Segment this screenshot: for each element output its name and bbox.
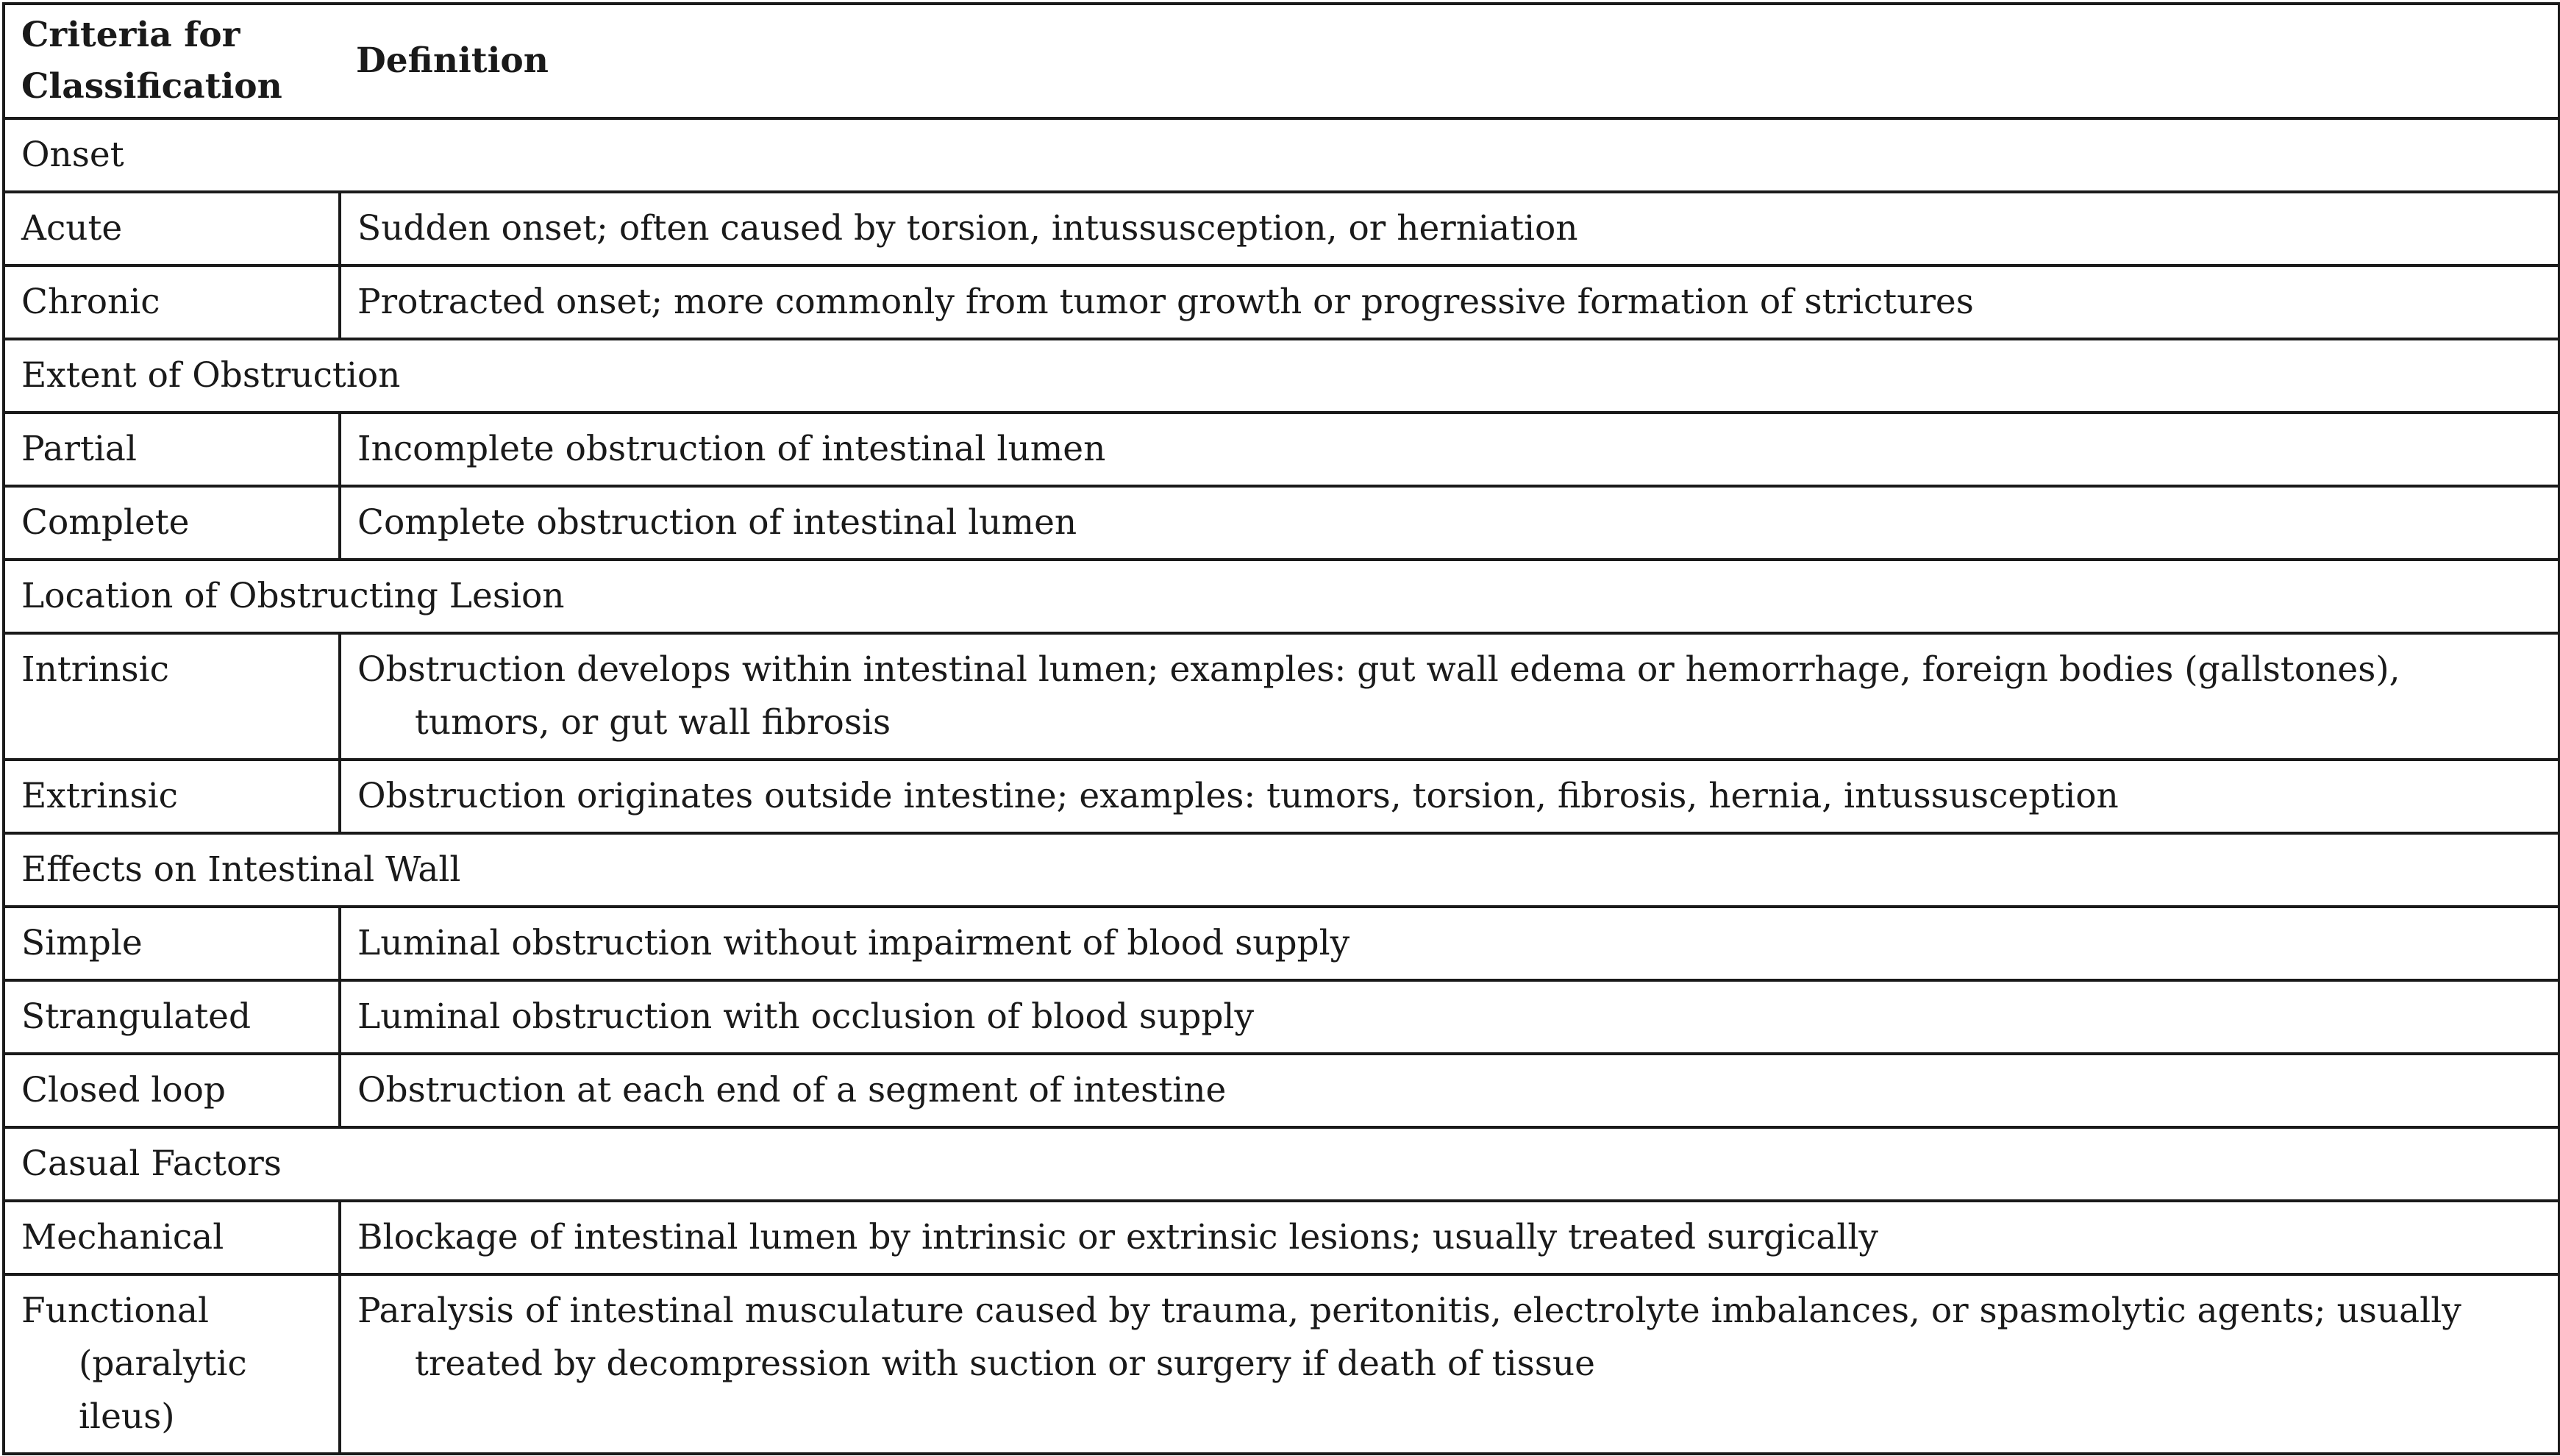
- table-row: [4, 1201, 2559, 1274]
- term-cell: Complete: [4, 486, 340, 560]
- definition-text: Blockage of intestinal lumen by intrinsic or extrinsic lesions; usually treated surgically: [357, 1217, 1878, 1257]
- term-cell: Closed loop: [4, 1054, 340, 1127]
- term-text: Functional (paralytic ileus): [21, 1291, 247, 1437]
- definition-cell: [340, 265, 2559, 339]
- table-row: [4, 265, 2559, 339]
- definition-cell: [340, 1274, 2559, 1454]
- table-row: [4, 413, 2559, 486]
- term-cell: Acute: [4, 192, 340, 265]
- section-row: [4, 118, 2559, 192]
- term-cell: Extrinsic: [4, 760, 340, 833]
- table-row: [4, 980, 2559, 1054]
- table-row: [4, 1054, 2559, 1127]
- definition-cell: [340, 486, 2559, 560]
- definition-cell: [340, 413, 2559, 486]
- definition-cell: [340, 760, 2559, 833]
- definition-text: Obstruction originates outside intestine; examples: tumors, torsion, fibrosis, hernia, intussusception: [357, 776, 2119, 816]
- term-cell: Chronic: [4, 265, 340, 339]
- section-title: Location of Obstructing Lesion: [4, 560, 2559, 633]
- definition-cell: [340, 980, 2559, 1054]
- definition-cell: [340, 907, 2559, 980]
- header-criteria: Criteria for Classification: [4, 4, 340, 118]
- definition-cell: [340, 633, 2559, 760]
- definition-text: Sudden onset; often caused by torsion, intussusception, or herniation: [357, 208, 1578, 249]
- term-cell: Simple: [4, 907, 340, 980]
- term-cell: Strangulated: [4, 980, 340, 1054]
- definition-text: Paralysis of intestinal musculature caused by trauma, peritonitis, electrolyte imbalances, or spasmolytic agents; usually treated by decompression with suction or surgery if death of tissue: [357, 1291, 2461, 1384]
- section-row: [4, 339, 2559, 413]
- classification-table: [2, 2, 2560, 1455]
- table-row: [4, 633, 2559, 760]
- term-cell: Partial: [4, 413, 340, 486]
- section-title: Casual Factors: [4, 1127, 2559, 1201]
- definition-text: Luminal obstruction with occlusion of blood supply: [357, 996, 1254, 1037]
- header-definition: Definition: [340, 4, 2559, 118]
- definition-cell: [340, 192, 2559, 265]
- definition-text: Complete obstruction of intestinal lumen: [357, 502, 1077, 543]
- section-title: Effects on Intestinal Wall: [4, 833, 2559, 907]
- table-row: [4, 1274, 2559, 1454]
- definition-text: Obstruction develops within intestinal lumen; examples: gut wall edema or hemorrhage, foreign bodies (gallstones), tumors, or gut wall fibrosis: [357, 649, 2400, 743]
- definition-text: Protracted onset; more commonly from tumor growth or progressive formation of strictures: [357, 282, 1974, 322]
- table-row: [4, 760, 2559, 833]
- definition-cell: [340, 1201, 2559, 1274]
- table-row: [4, 486, 2559, 560]
- section-title: Extent of Obstruction: [4, 339, 2559, 413]
- definition-text: Incomplete obstruction of intestinal lumen: [357, 429, 1106, 469]
- section-row: [4, 560, 2559, 633]
- section-row: [4, 833, 2559, 907]
- section-row: [4, 1127, 2559, 1201]
- section-title: Onset: [4, 118, 2559, 192]
- term-cell: Mechanical: [4, 1201, 340, 1274]
- table-row: [4, 907, 2559, 980]
- definition-text: Obstruction at each end of a segment of intestine: [357, 1070, 1227, 1110]
- term-cell: Intrinsic: [4, 633, 340, 760]
- term-cell: [4, 1274, 340, 1454]
- definition-cell: [340, 1054, 2559, 1127]
- definition-text: Luminal obstruction without impairment of blood supply: [357, 923, 1350, 963]
- table-header-row: [4, 4, 2559, 118]
- table-row: [4, 192, 2559, 265]
